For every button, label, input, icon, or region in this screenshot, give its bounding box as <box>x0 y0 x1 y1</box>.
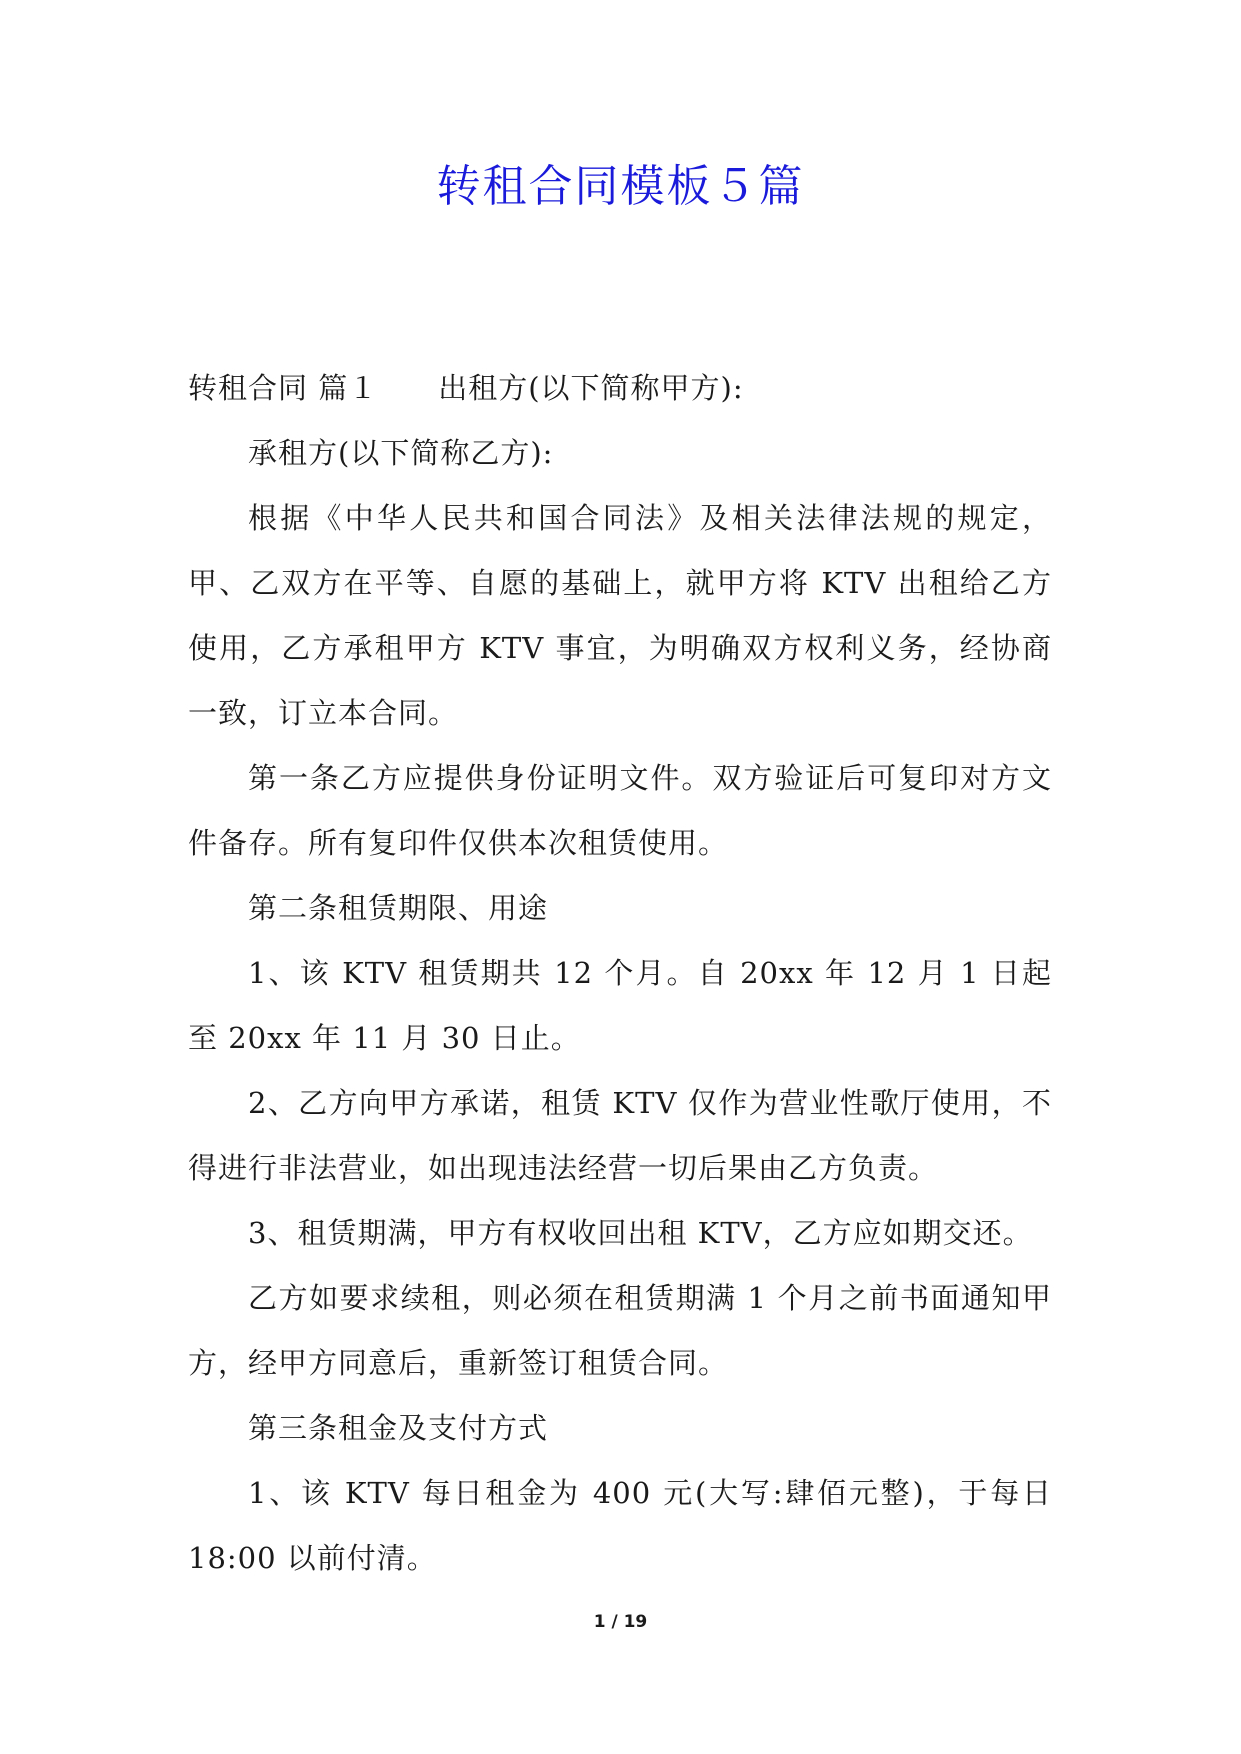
article3-title: 第三条租金及支付方式 <box>248 1411 549 1445</box>
document-title: 转租合同模板５篇 <box>436 161 805 212</box>
article2-item2: 2、乙方向甲方承诺，租赁 KTV 仅作为营业性歌厅使用，不得进行非法营业，如出现违法经营一切后果由乙方负责。 <box>188 1086 1052 1185</box>
section-heading-line <box>188 356 1052 421</box>
lessee-paragraph: 承租方(以下简称乙方): <box>248 436 554 470</box>
lessor-label: 出租方(以下简称甲方): <box>438 371 744 405</box>
page-number: 1 / 19 <box>593 1612 648 1632</box>
article2-renewal: 乙方如要求续租，则必须在租赁期满 1 个月之前书面通知甲方，经甲方同意后，重新签订租赁合同。 <box>188 1281 1052 1380</box>
document-body <box>188 356 1052 1591</box>
preamble-paragraph: 根据《中华人民共和国合同法》及相关法律法规的规定，甲、乙双方在平等、自愿的基础上，就甲方将 KTV 出租给乙方使用，乙方承租甲方 KTV 事宜，为明确双方权利义务，经协商一致，订立本合同。 <box>188 501 1052 730</box>
article2-item3: 3、租赁期满，甲方有权收回出租 KTV，乙方应如期交还。 <box>248 1216 1033 1250</box>
article3-item1: 1、该 KTV 每日租金为 400 元(大写:肆佰元整)，于每日18:00 以前付清。 <box>188 1476 1052 1575</box>
article2-title: 第二条租赁期限、用途 <box>248 891 549 925</box>
article1-paragraph: 第一条乙方应提供身份证明文件。双方验证后可复印对方文件备存。所有复印件仅供本次租赁使用。 <box>188 761 1052 860</box>
section-heading: 转租合同 篇１ <box>188 371 379 405</box>
article2-item1: 1、该 KTV 租赁期共 12 个月。自 20xx 年 12 月 1 日起至 20xx 年 11 月 30 日止。 <box>188 956 1052 1055</box>
